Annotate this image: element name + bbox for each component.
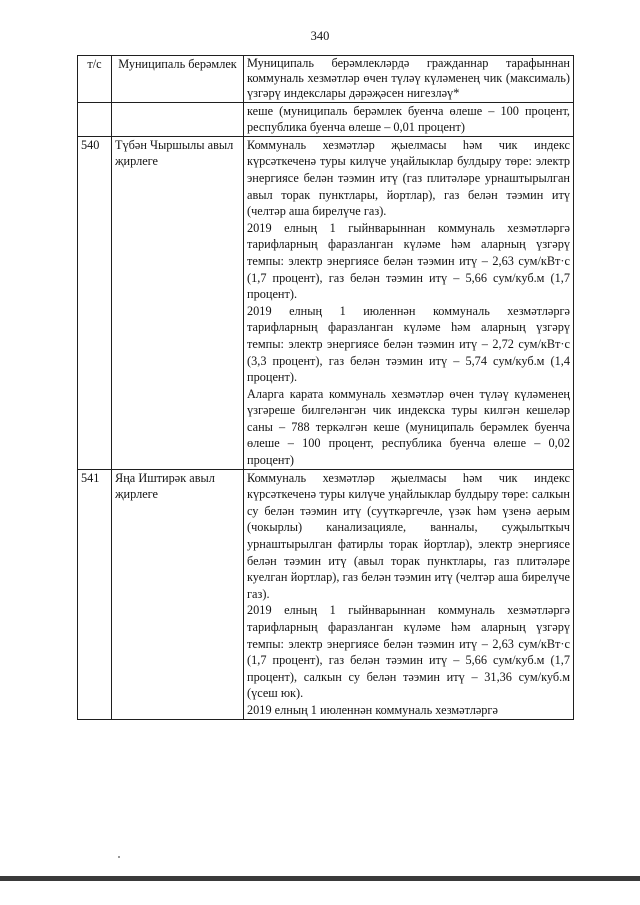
scan-speck: [118, 856, 120, 858]
paragraph: Коммуналь хезмәтләр җыелмасы һәм чик индекс күрсәткеченә туры килүче уңайлыклар булдыру төре: электр энергиясе белән тәэмин итү (газ плитәләре урнаштырылган авыл торак пунктлары, йортлар), газ белән тәэмин итү (челтәр аша бирелүче газ).: [247, 137, 570, 219]
paragraph: Коммуналь хезмәтләр җыелмасы һәм чик индекс күрсәткеченә туры килүче уңайлыклар булдыру төре: салкын су белән тәэмин итү (суүткәргечле, үзәк һәм үзенә аерым (чокырлы) канализацияле, ванналы, суҗылыткыч урнаштырылган фатирлы торак йортлар), электр энергиясе белән тәэмин итү (авыл торак пунктлары, газ плитәләре куелган йортлар), газ белән тәэмин итү (челтәр аша бирелүче газ).: [247, 470, 570, 601]
row-description: [244, 102, 574, 136]
row-municipality: [112, 102, 244, 136]
page-number: 340: [310, 29, 330, 43]
row-description: [244, 136, 574, 469]
paragraph: кеше (муниципаль берәмлек буенча өлеше – 100 процент, республика буенча өлеше – 0,01 процент): [247, 103, 570, 135]
row-municipality: Яңа Иштирәк авыл җирлеге: [112, 469, 244, 719]
table-row: [78, 469, 574, 719]
scan-bottom-edge: [0, 876, 640, 881]
table-header-row: [78, 56, 574, 103]
paragraph: 2019 елның 1 гыйнварыннан коммуналь хезмәтләргә тарифларның фаразланган күләме һәм аларның үзгәрү темпы: электр энергиясе белән тәэмин итү – 2,63 сум/кВт·с (1,7 процент), газ белән тәэмин итү – 5,66 сум/куб.м (1,7 процент).: [247, 220, 570, 302]
row-municipality: Түбән Чыршылы авыл җирлеге: [112, 136, 244, 469]
tariff-index-table: [77, 55, 574, 720]
header-num: т/с: [78, 56, 112, 103]
paragraph: 2019 елның 1 гыйнварыннан коммуналь хезмәтләргә тарифларның фаразланган күләме һәм аларның үзгәрү темпы: электр энергиясе белән тәэмин итү – 2,63 сум/кВт·с (1,7 процент), газ белән тәэмин итү – 5,66 сум/куб.м (1,7 процент), салкын су белән тәэмин итү – 31,36 сум/куб.м (үсеш юк).: [247, 603, 570, 701]
row-num: [78, 102, 112, 136]
paragraph: 2019 елның 1 июленнән коммуналь хезмәтләргә: [247, 702, 498, 717]
table-row: [78, 136, 574, 469]
paragraph: Аларга карата коммуналь хезмәтләр өчен түләү күләменең үзгәреше билгеләнгән чик индекска туры килгән кешеләр саны – 788 теркәлгән кеше (муниципаль берәмлек буенча өлеше – 100 процент, республика буенча өлеше – 0,02 процент): [247, 386, 570, 468]
paragraph: 2019 елның 1 июленнән коммуналь хезмәтләргә тарифларның фаразланган күләме һәм аларның үзгәрү темпы: электр энергиясе белән тәэмин итү – 2,72 сум/кВт·с (3,3 процент), газ белән тәэмин итү – 5,74 сум/куб.м (1,4 процент).: [247, 303, 570, 385]
table-row: [78, 102, 574, 136]
row-description: [244, 469, 574, 719]
row-num: 541: [78, 469, 112, 719]
header-municipality: Муниципаль берәмлек: [112, 56, 244, 103]
row-num: 540: [78, 136, 112, 469]
header-indices: Муниципаль берәмлекләрдә гражданнар тарафыннан коммуналь хезмәтләр өчен түләү күләменең чик (максималь) үзгәрү индекслары дәрәҗәсен нигезләү*: [244, 56, 574, 103]
